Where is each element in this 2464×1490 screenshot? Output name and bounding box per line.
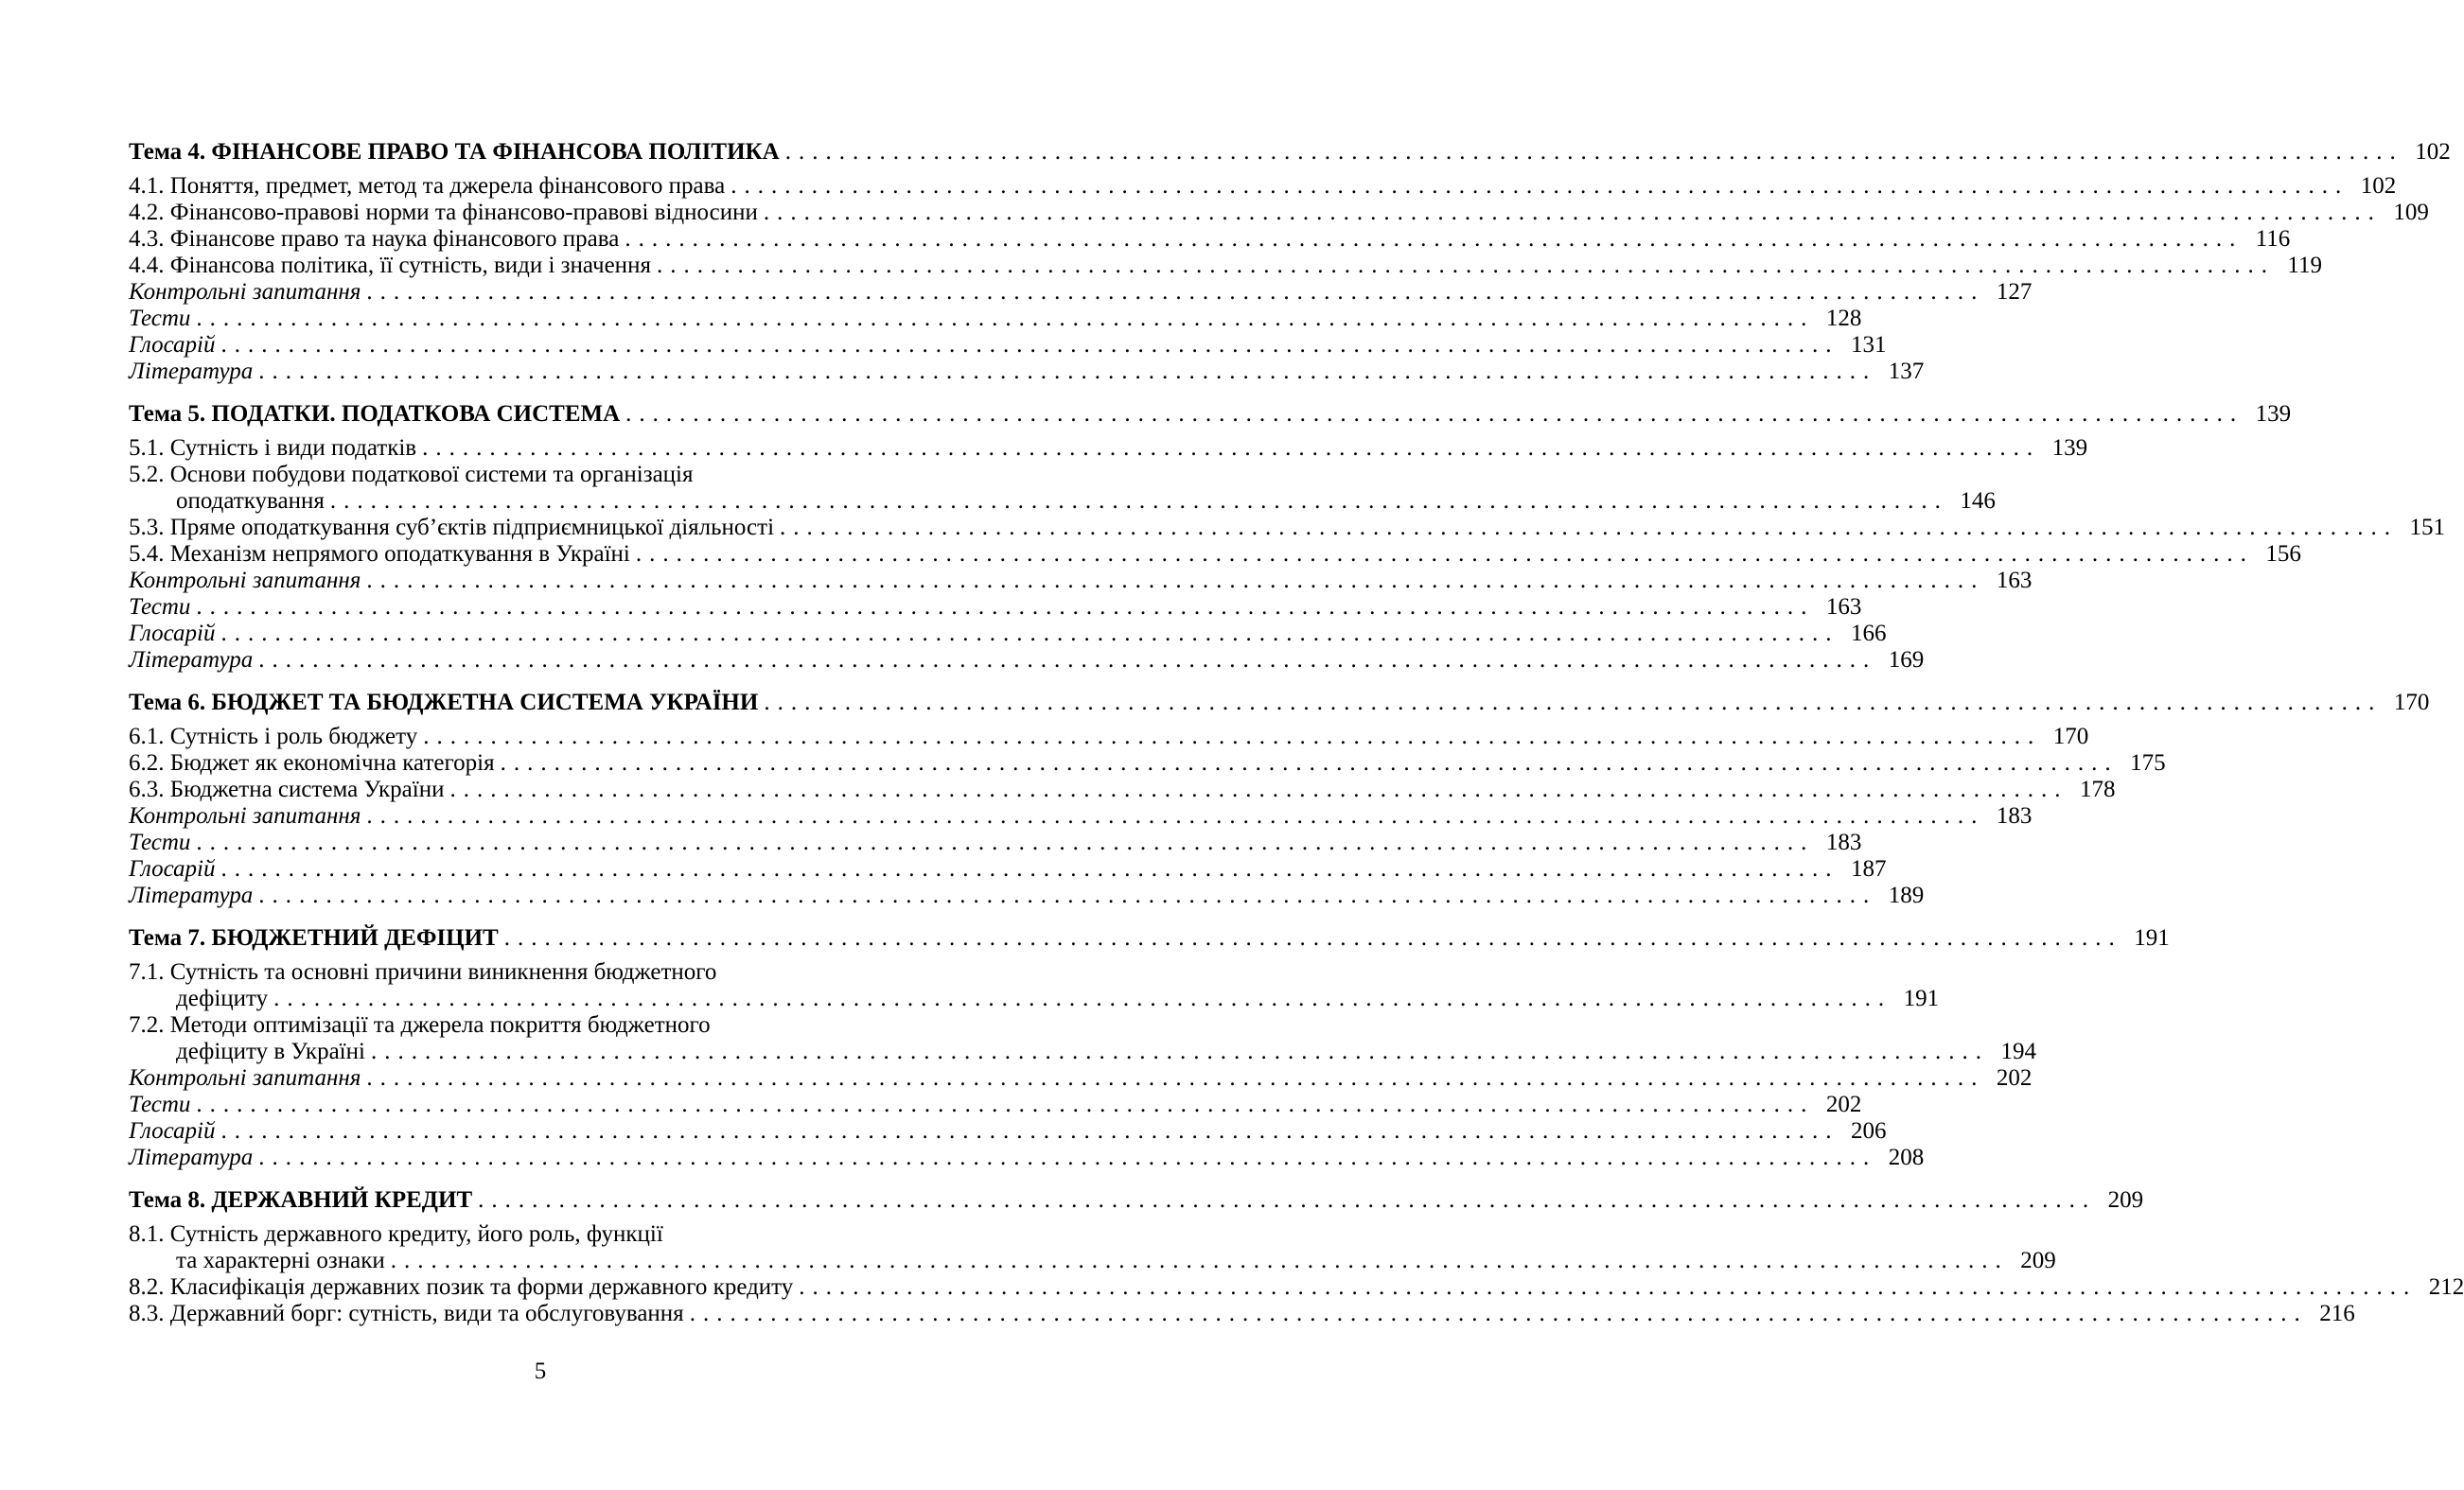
toc-page-number: 102 [2415, 139, 2451, 165]
toc-entry-label: Глосарій [129, 621, 216, 646]
toc-page-number: 191 [2134, 925, 2170, 951]
toc-entry-label: Література [129, 883, 254, 908]
toc-page-number: 187 [1851, 856, 1887, 882]
toc-entry [129, 173, 2397, 200]
toc-dot-leader: ........................................................................................................................ [273, 986, 1892, 1011]
toc-page-number: 163 [1996, 568, 2033, 593]
toc-dot-leader: ........................................................................................................................ [366, 1065, 1985, 1091]
toc-entry-label: 5.3. Пряме оподаткування суб’єктів підприємницької діяльності [129, 515, 775, 540]
toc-entry-label: Література [129, 1145, 254, 1170]
toc-dot-leader: ........................................................................................................................ [390, 1248, 2009, 1273]
toc-page-number: 128 [1825, 306, 1862, 331]
toc-dot-leader: ........................................................................................................................ [449, 777, 2068, 802]
toc-aux-entry [129, 1118, 1887, 1145]
toc-dot-leader: ........................................................................................................................ [503, 925, 2122, 951]
toc-entry [129, 200, 2429, 226]
toc-page-number: 137 [1888, 359, 1925, 384]
toc-page-number: 102 [2360, 173, 2397, 199]
toc-entry [129, 1301, 2355, 1327]
toc-page-number: 216 [2319, 1301, 2355, 1326]
toc-dot-leader: ........................................................................................................................ [625, 401, 2244, 427]
toc-dot-leader: ........................................................................................................................ [366, 568, 1985, 593]
toc-dot-leader: ........................................................................................................................ [366, 279, 1985, 305]
toc-entry-label: Тема 5. ПОДАТКИ. ПОДАТКОВА СИСТЕМА [129, 401, 621, 427]
toc-entry [129, 959, 948, 986]
toc-entry [129, 515, 2446, 541]
toc-dot-leader: ........................................................................................................................ [366, 803, 1985, 829]
toc-dot-leader: ........................................................................................................................ [625, 226, 2244, 252]
toc-entry-label: Тести [129, 1092, 191, 1117]
toc-entry-label: та характерні ознаки [176, 1248, 385, 1273]
toc-entry-label: 8.3. Державний борг: сутність, види та обслуговування [129, 1301, 684, 1326]
toc-entry-label: 4.1. Поняття, предмет, метод та джерела фінансового права [129, 173, 726, 199]
toc-dot-leader: ........................................................................................................................ [258, 647, 1877, 673]
toc-aux-entry [129, 1145, 1925, 1171]
toc-dot-leader: ........................................................................................................................ [764, 690, 2383, 715]
table-of-contents [129, 138, 2464, 1327]
toc-page-number: 183 [1825, 830, 1862, 855]
toc-entry [129, 1274, 2464, 1301]
toc-aux-entry [129, 279, 2033, 306]
toc-section-heading [129, 1186, 2144, 1214]
toc-page-number: 194 [2000, 1039, 2036, 1064]
toc-dot-leader: ........................................................................................................................ [329, 488, 1948, 514]
toc-page-number: 166 [1851, 621, 1887, 646]
toc-entry-label: 5.4. Механізм непрямого оподаткування в Україні [129, 541, 630, 567]
toc-dot-leader: ........................................................................................................................ [258, 1145, 1877, 1170]
toc-entry-continuation [129, 1248, 2056, 1274]
toc-page-number: 151 [2409, 515, 2446, 540]
toc-dot-leader: ........................................................................................................................ [423, 724, 2042, 749]
toc-entry-continuation [129, 1039, 2036, 1065]
toc-entry-label: Контрольні запитання [129, 279, 361, 305]
toc-entry-label: Глосарій [129, 332, 216, 358]
toc-dot-leader: ........................................................................................................................ [370, 1039, 1989, 1064]
toc-aux-entry [129, 568, 2033, 594]
toc-entry-label: Тести [129, 830, 191, 855]
toc-entry [129, 253, 2322, 279]
toc-page-number: 208 [1888, 1145, 1925, 1170]
toc-entry-label: 7.2. Методи оптимізації та джерела покриття бюджетного [129, 1012, 711, 1038]
toc-entry-label: 7.1. Сутність та основні причини виникнення бюджетного [129, 959, 717, 985]
toc-entry [129, 462, 948, 488]
toc-dot-leader: ........................................................................................................................ [799, 1274, 2418, 1300]
toc-page-number: 209 [2020, 1248, 2056, 1273]
toc-entry-label: дефіциту в Україні [176, 1039, 365, 1064]
toc-page-number: 116 [2255, 226, 2291, 252]
toc-page-number: 170 [2393, 690, 2430, 715]
toc-dot-leader: ........................................................................................................................ [196, 830, 1815, 855]
toc-entry-label: Тема 4. ФІНАНСОВЕ ПРАВО ТА ФІНАНСОВА ПОЛІТИКА [129, 139, 780, 165]
toc-entry-label: Глосарій [129, 856, 216, 882]
toc-aux-entry [129, 594, 1862, 621]
toc-page-number: 212 [2428, 1274, 2464, 1300]
toc-page-number: 170 [2052, 724, 2089, 749]
toc-page-number: 206 [1851, 1118, 1887, 1144]
toc-entry-label: Тема 6. БЮДЖЕТ ТА БЮДЖЕТНА СИСТЕМА УКРАЇНИ [129, 690, 759, 715]
toc-page-number: 163 [1825, 594, 1862, 620]
toc-entry-continuation [129, 986, 1940, 1012]
toc-entry-label: 5.1. Сутність і види податків [129, 435, 417, 461]
toc-entry [129, 750, 2166, 777]
toc-page-number: 202 [1825, 1092, 1862, 1117]
toc-dot-leader: ........................................................................................................................ [635, 541, 2254, 567]
toc-page-number: 202 [1996, 1065, 2033, 1091]
toc-dot-leader: ........................................................................................................................ [258, 359, 1877, 384]
toc-aux-entry [129, 306, 1862, 332]
toc-page-number: 169 [1888, 647, 1925, 673]
toc-dot-leader: ........................................................................................................................ [780, 515, 2399, 540]
toc-entry-label: оподаткування [176, 488, 325, 514]
toc-dot-leader: ........................................................................................................................ [196, 306, 1815, 331]
toc-aux-entry [129, 332, 1887, 359]
toc-entry-label: Тема 8. ДЕРЖАВНИЙ КРЕДИТ [129, 1187, 473, 1213]
toc-section-heading [129, 138, 2451, 166]
toc-entry-label: Тести [129, 306, 191, 331]
toc-entry [129, 1012, 948, 1039]
toc-entry [129, 1221, 948, 1248]
toc-dot-leader: ........................................................................................................................ [500, 750, 2119, 776]
toc-aux-entry [129, 883, 1925, 909]
toc-entry-label: 8.2. Класифікація державних позик та форми державного кредиту [129, 1274, 794, 1300]
toc-entry-label: Література [129, 647, 254, 673]
toc-dot-leader: ........................................................................................................................ [689, 1301, 2308, 1326]
page-number: 5 [534, 1359, 547, 1384]
toc-entry-label: 8.1. Сутність державного кредиту, його роль, функції [129, 1221, 663, 1247]
toc-entry-label: 4.2. Фінансово-правові норми та фінансово-правові відносини [129, 200, 758, 225]
toc-entry-label: 5.2. Основи побудови податкової системи та організація [129, 462, 694, 487]
toc-page-number: 131 [1851, 332, 1887, 358]
toc-entry-label: Тема 7. БЮДЖЕТНИЙ ДЕФІЦИТ [129, 925, 499, 951]
toc-page-number: 178 [2079, 777, 2116, 802]
toc-dot-leader: ........................................................................................................................ [730, 173, 2350, 199]
toc-entry-label: Глосарій [129, 1118, 216, 1144]
toc-page-number: 183 [1996, 803, 2033, 829]
toc-page-number: 156 [2265, 541, 2301, 567]
toc-aux-entry [129, 830, 1862, 856]
toc-aux-entry [129, 621, 1887, 647]
toc-dot-leader: ........................................................................................................................ [656, 253, 2275, 278]
toc-entry-label: 4.4. Фінансова політика, її сутність, види і значення [129, 253, 651, 278]
toc-section-heading [129, 924, 2170, 952]
toc-aux-entry [129, 803, 2033, 830]
toc-page-number: 191 [1903, 986, 1940, 1011]
toc-entry-label: 6.3. Бюджетна система України [129, 777, 445, 802]
toc-page-number: 139 [2255, 401, 2292, 427]
toc-entry [129, 226, 2291, 253]
toc-entry-label: Контрольні запитання [129, 568, 361, 593]
toc-entry-label: Контрольні запитання [129, 803, 361, 829]
toc-page-number: 175 [2130, 750, 2166, 776]
toc-page-number: 109 [2393, 200, 2429, 225]
toc-entry-label: Контрольні запитання [129, 1065, 361, 1091]
toc-dot-leader: ........................................................................................................................ [220, 332, 1839, 358]
toc-dot-leader: ........................................................................................................................ [478, 1187, 2097, 1213]
toc-section-heading [129, 400, 2292, 428]
toc-entry-continuation [129, 488, 1996, 515]
toc-entry-label: 4.3. Фінансове право та наука фінансового права [129, 226, 620, 252]
toc-dot-leader: ........................................................................................................................ [784, 139, 2403, 165]
toc-page-number: 146 [1960, 488, 1996, 514]
toc-aux-entry [129, 647, 1925, 674]
toc-page-number: 127 [1996, 279, 2033, 305]
toc-entry [129, 777, 2116, 803]
toc-entry-label: 6.1. Сутність і роль бюджету [129, 724, 418, 749]
toc-dot-leader: ........................................................................................................................ [196, 1092, 1815, 1117]
toc-aux-entry [129, 359, 1925, 385]
toc-page-number: 189 [1888, 883, 1925, 908]
toc-dot-leader: ........................................................................................................................ [763, 200, 2382, 225]
toc-entry-label: дефіциту [176, 986, 269, 1011]
toc-entry [129, 541, 2301, 568]
toc-page-number: 119 [2287, 253, 2322, 278]
toc-dot-leader: ........................................................................................................................ [196, 594, 1815, 620]
toc-page-number: 139 [2051, 435, 2088, 461]
toc-dot-leader: ........................................................................................................................ [220, 856, 1839, 882]
toc-aux-entry [129, 1065, 2033, 1092]
toc-section-heading [129, 689, 2430, 716]
toc-page-number: 209 [2107, 1187, 2144, 1213]
toc-dot-leader: ........................................................................................................................ [220, 621, 1839, 646]
toc-entry-label: 6.2. Бюджет як економічна категорія [129, 750, 495, 776]
toc-aux-entry [129, 856, 1887, 883]
toc-entry [129, 724, 2089, 750]
toc-dot-leader: ........................................................................................................................ [258, 883, 1877, 908]
toc-dot-leader: ........................................................................................................................ [220, 1118, 1839, 1144]
toc-entry-label: Тести [129, 594, 191, 620]
toc-entry [129, 435, 2088, 462]
toc-dot-leader: ........................................................................................................................ [422, 435, 2041, 461]
toc-entry-label: Література [129, 359, 254, 384]
toc-aux-entry [129, 1092, 1862, 1118]
